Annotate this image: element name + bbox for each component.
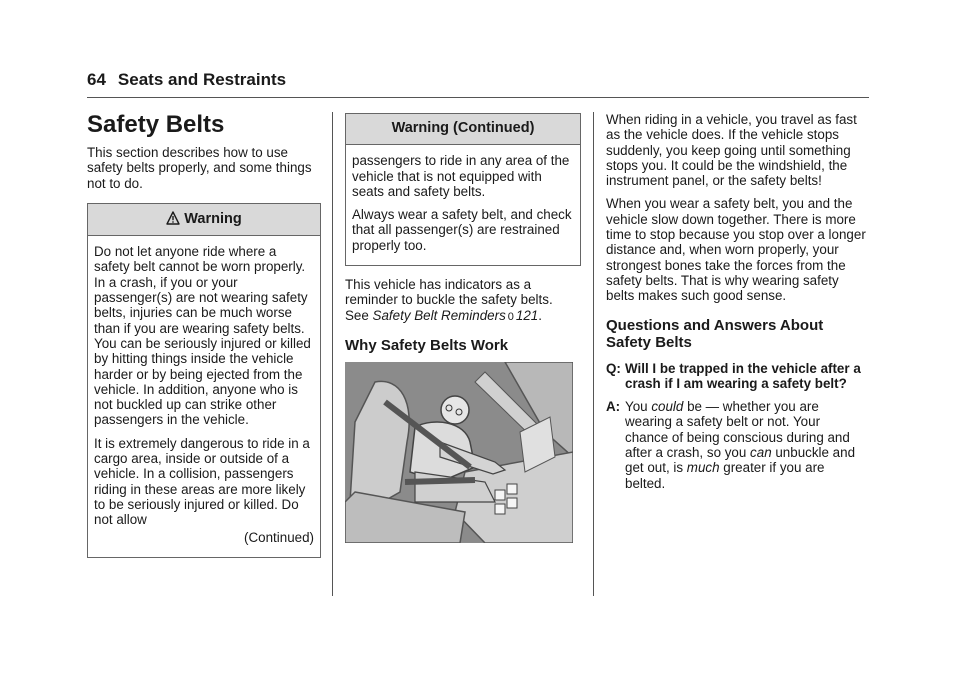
page-title: Safety Belts	[87, 111, 225, 138]
warning-paragraph: Do not let anyone ride where a safety belt cannot be worn properly. In a crash, if you or your passenger(s) are not wearing safety belts, injuries can be much worse than if you are wearing safety belts. You can be seriously injured or killed by hitting things inside the vehicle harder or by being ejected from the vehicle. In addition, anyone who is not buckled up can strike other passengers in the vehicle.	[94, 244, 311, 428]
column-1	[87, 112, 321, 558]
paragraph: When you wear a safety belt, you and the vehicle slow down together. There is more time to stop because you stop over a longer distance and, when worn properly, your strongest bones take the forces from the safety belts. That is why wearing safety belts makes such good sense.	[606, 196, 866, 304]
answer-part: You	[625, 399, 652, 415]
question-block	[606, 361, 866, 392]
page-number: 64	[87, 70, 106, 89]
answer-block	[606, 399, 866, 491]
answer-part: be — whether you are wearing a safety belt or not. Your chance of being conscious during and after a crash, so you	[625, 399, 850, 461]
column-2	[345, 113, 581, 543]
column-divider	[332, 112, 333, 596]
warning-paragraph: passengers to ride in any area of the vehicle that is not equipped with seats and safety belts.	[352, 153, 570, 199]
xref-page[interactable]: 121	[515, 307, 539, 323]
warning-triangle-icon	[166, 211, 180, 225]
crash-test-illustration	[345, 362, 573, 543]
xref-arrow-icon: 0	[507, 310, 514, 323]
warning-heading-label: Warning	[184, 210, 242, 227]
answer-label: A:	[606, 399, 621, 415]
see-prefix: See	[345, 307, 373, 323]
section-title: Seats and Restraints	[117, 70, 287, 89]
xref-suffix: .	[538, 307, 542, 323]
xref-link[interactable]: Safety Belt Reminders	[372, 307, 506, 323]
answer-emphasis: could	[651, 399, 684, 415]
warning-body	[88, 236, 320, 557]
column-3	[606, 112, 866, 499]
question-text: Will I be trapped in the vehicle after a crash if I am wearing a safety belt?	[625, 360, 861, 391]
section-heading-qa: Questions and Answers About Safety Belts	[606, 316, 824, 351]
warning-paragraph: It is extremely dangerous to ride in a cargo area, inside or outside of a vehicle. In a collision, passengers riding in these areas are more likely to be seriously injured or killed. Do not allow	[94, 435, 310, 528]
warning-continued-box	[345, 113, 581, 266]
answer-part: greater if you are belted.	[625, 460, 825, 491]
page-header	[87, 70, 286, 90]
indicators-text: This vehicle has indicators as a reminder to buckle the safety belts.	[345, 277, 553, 308]
question-label: Q:	[606, 360, 621, 376]
crash-dummy-drawing	[345, 362, 573, 543]
warning-paragraph: Always wear a safety belt, and check that all passenger(s) are restrained properly too.	[352, 207, 572, 253]
intro-paragraph: This section describes how to use safety belts properly, and some things not to do.	[87, 145, 312, 191]
warning-continued-heading: Warning (Continued)	[346, 114, 580, 145]
answer-text	[625, 399, 866, 491]
paragraph: When riding in a vehicle, you travel as fast as the vehicle does. If the vehicle stops suddenly, you keep going until something stops you. It could be the windshield, the instrument panel, or the safety belts!	[606, 112, 857, 189]
warning-heading	[88, 204, 320, 236]
warning-box	[87, 203, 321, 558]
indicators-paragraph	[345, 277, 581, 325]
header-rule	[87, 97, 869, 98]
answer-emphasis: much	[686, 460, 720, 476]
column-divider	[593, 112, 594, 596]
section-heading-why: Why Safety Belts Work	[345, 336, 509, 354]
warning-continued-body	[346, 145, 580, 265]
answer-part: unbuckle and get out, is	[625, 445, 856, 476]
continued-label: (Continued)	[244, 529, 314, 545]
answer-emphasis: can	[750, 445, 772, 461]
